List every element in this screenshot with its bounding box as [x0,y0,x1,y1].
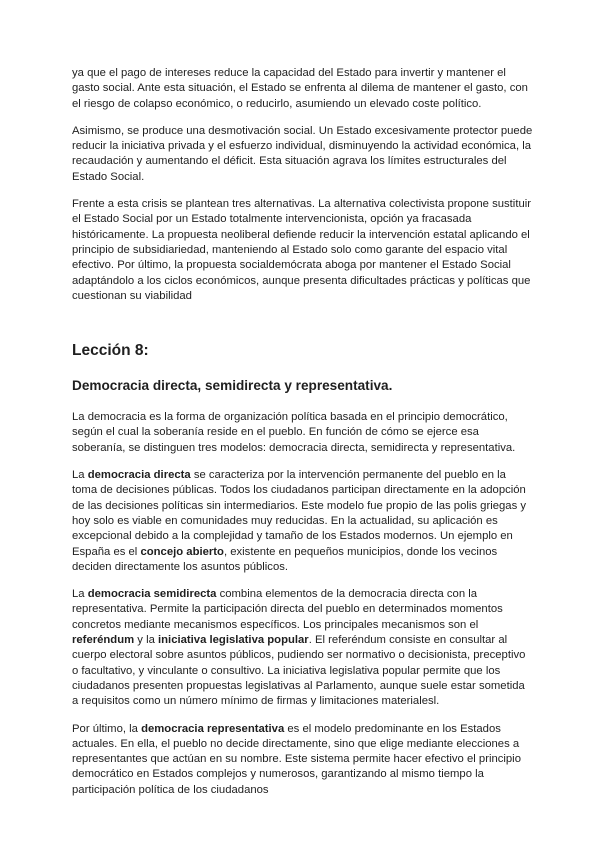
paragraph-intro-3: Frente a esta crisis se plantean tres alternativas. La alternativa colectivista propone sustituir el Estado Social por un Estado totalmente intervencionista, opción ya fracasada históricamente. La propuesta neoliberal defiende reducir la intervención estatal aplicando el principio de subsidiariedad, manteniendo al Estado solo como garante del espacio vital efectivo. Por último, la propuesta socialdemócrata aboga por mantener el Estado Social adaptándolo a los ciclos económicos, aunque presenta dificultades prácticas y políticas que cuestionan su viabilidad [72,198,532,302]
paragraph-intro-1: ya que el pago de intereses reduce la capacidad del Estado para invertir y mantener el gasto social. Ante esta situación, el Estado se enfrenta al dilema de mantener el gasto, con el riesgo de colapso económico, o reducirlo, asumiendo un elevado coste político. [72,67,528,110]
paragraph-direct-democracy: La democracia directa se caracteriza por la intervención permanente del pueblo en la toma de decisiones públicas. Todos los ciudadanos participan directamente en la adopción de las decisiones políticas sin intermediarios. Este modelo fue propio de las polis griegas y hoy solo es viable en comunidades muy reducidas. En la actualidad, su aplicación es excepcional debido a la complejidad y tamaño de los Estados modernos. Un ejemplo en España es el concejo abierto, existente en pequeños municipios, donde los vecinos deciden directamente los asuntos públicos. [72,469,526,573]
paragraph-definition: La democracia es la forma de organización política basada en el principio democrático, según el cual la soberanía reside en el pueblo. En función de cómo se ejerce esa soberanía, se distinguen tres modelos: democracia directa, semidirecta y representativa. [72,411,516,454]
term-popular-initiative: iniciativa legislativa popular [158,634,309,647]
paragraph-intro-2: Asimismo, se produce una desmotivación social. Un Estado excesivamente protector puede reducir la iniciativa privada y el esfuerzo individual, disminuyendo la actividad económica, la recaudación y aumentando el déficit. Esta situación agrava los límites estructurales del Estado Social. [72,124,533,183]
lesson-title: Lección 8: [72,342,149,360]
term-referendum: referéndum [72,634,135,647]
section-title: Democracia directa, semidirecta y representativa. [72,378,393,394]
term-open-council: concejo abierto [140,545,224,558]
paragraph-semidirect-democracy: La democracia semidirecta combina elementos de la democracia directa con la representativa. Permite la participación directa del pueblo en determinados momentos concretos mediante mecanismos específicos. Los principales mecanismos son el referéndum y la iniciativa legislativa popular. El referéndum consiste en consultar al cuerpo electoral sobre asuntos públicos, pudiendo ser normativo o decisionista, preceptivo o facultativo, y vinculante o consultivo. La iniciativa legislativa popular permite que los ciudadanos presenten propuestas legislativas al Parlamento, aunque suele estar sometida a requisitos como un número mínimo de firmas y limitaciones materialesl. [72,588,526,708]
paragraph-representative-democracy: Por último, la democracia representativa es el modelo predominante en los Estados actuales. En ella, el pueblo no decide directamente, sino que elige mediante elecciones a representantes que actúan en su nombre. Este sistema permite hacer efectivo el principio democrático en Estados complejos y numerosos, garantizando al mismo tiempo la participación política de los ciudadanos [72,722,521,796]
term-direct-democracy: democracia directa [87,469,191,482]
term-representative-democracy: democracia representativa [141,722,285,735]
term-semidirect-democracy: democracia semidirecta [87,588,217,601]
